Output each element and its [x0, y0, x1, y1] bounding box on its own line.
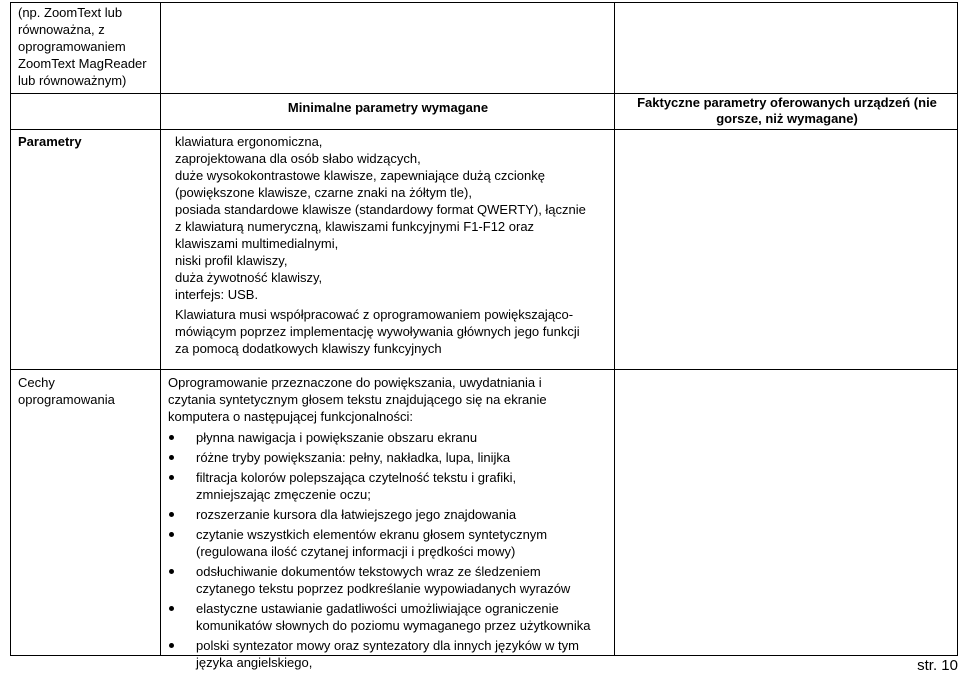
bullet-icon [169, 569, 174, 574]
software-intro [168, 374, 612, 425]
text-line: Klawiatura musi współpracować z oprogramowaniem powiększająco- [175, 307, 574, 322]
header-actual-params-cell [614, 93, 958, 129]
text-line: różne tryby powiększania: pełny, nakładka, lupa, linijka [196, 450, 511, 465]
list-item [168, 526, 612, 560]
text-line: zaprojektowana dla osób słabo widzących, [175, 151, 421, 166]
empty-cell-top-mid [160, 2, 614, 93]
cechy-content [168, 374, 612, 674]
header-min-params-cell [160, 93, 614, 129]
header-empty-cell [10, 93, 160, 129]
text-line: klawiszami multimedialnymi, [175, 236, 339, 251]
text-line: języka angielskiego, [196, 655, 313, 670]
text-line: posiada standardowe klawisze (standardowy format QWERTY), łącznie [175, 202, 586, 217]
text-line: czytanie wszystkich elementów ekranu głosem syntetycznym [196, 527, 548, 542]
keyboard-specs [175, 133, 611, 303]
text-line: mówiącym poprzez implementację wywoływania głównych jego funkcji [175, 324, 580, 339]
list-item [168, 600, 612, 634]
text-line: duża żywotność klawiszy, [175, 270, 323, 285]
parametry-content [175, 133, 611, 357]
list-item [168, 637, 612, 671]
cechy-label: Cechy oprogramowania [18, 375, 115, 407]
text-line: komunikatów słownych do poziomu wymaganego przez użytkownika [196, 618, 591, 633]
software-features-list [168, 429, 612, 671]
text-line: czytanego tekstu poprzez podkreślanie wypowiadanych wyrazów [196, 581, 571, 596]
text-line: polski syntezator mowy oraz syntezatory dla innych języków w tym [196, 638, 579, 653]
actual-params-heading: Faktyczne parametry oferowanych urządzeń (nie gorsze, niż wymagane) [637, 95, 937, 126]
text-line: równoważna, z [18, 22, 105, 37]
text-line: duże wysokokontrastowe klawisze, zapewniające dużą czcionkę [175, 168, 545, 183]
bullet-icon [169, 532, 174, 537]
text-line: płynna nawigacja i powiększanie obszaru ekranu [196, 430, 478, 445]
text-line: (np. ZoomText lub [18, 5, 123, 20]
text-line: klawiatura ergonomiczna, [175, 134, 323, 149]
text-line: (powiększone klawisze, czarne znaki na żółtym tle), [175, 185, 472, 200]
text-line: interfejs: USB. [175, 287, 259, 302]
ref-software-note [18, 4, 158, 89]
text-line: elastyczne ustawianie gadatliwości umożliwiające ograniczenie [196, 601, 559, 616]
bullet-icon [169, 512, 174, 517]
page-number: str. 10 [917, 657, 958, 674]
bullet-icon [169, 643, 174, 648]
text-line: filtracja kolorów polepszająca czytelność tekstu i grafiki, [196, 470, 517, 485]
list-item [168, 429, 612, 446]
list-item [168, 506, 612, 523]
text-line: ZoomText MagReader [18, 56, 147, 71]
parametry-content-cell [160, 129, 614, 369]
text-line: komputera o następującej funkcjonalności: [168, 409, 413, 424]
empty-cell-top-right [614, 2, 958, 93]
parametry-label-cell [10, 129, 160, 369]
text-line: zmniejszając zmęczenie oczu; [196, 487, 371, 502]
note-cell [10, 2, 160, 93]
parametry-offer-cell [614, 129, 958, 369]
bullet-icon [169, 606, 174, 611]
cechy-content-cell [160, 369, 614, 670]
bullet-icon [169, 435, 174, 440]
text-line: niski profil klawiszy, [175, 253, 288, 268]
parametry-label: Parametry [18, 134, 82, 149]
text-line: rozszerzanie kursora dla łatwiejszego jego znajdowania [196, 507, 517, 522]
text-line: (regulowana ilość czytanej informacji i prędkości mowy) [196, 544, 516, 559]
min-params-heading: Minimalne parametry wymagane [287, 100, 489, 115]
list-item [168, 563, 612, 597]
keyboard-compat-note [175, 306, 611, 357]
text-line: z klawiaturą numeryczną, klawiszami funkcyjnymi F1-F12 oraz [175, 219, 535, 234]
text-line: Oprogramowanie przeznaczone do powiększania, uwydatniania i [168, 375, 542, 390]
list-item [168, 469, 612, 503]
text-line: oprogramowaniem [18, 39, 126, 54]
text-line: odsłuchiwanie dokumentów tekstowych wraz ze śledzeniem [196, 564, 541, 579]
bullet-icon [169, 475, 174, 480]
list-item [168, 449, 612, 466]
cechy-offer-cell [614, 369, 958, 656]
text-line: czytania syntetycznym głosem tekstu znajdującego się na ekranie [168, 392, 547, 407]
bullet-icon [169, 455, 174, 460]
cechy-label-cell [10, 369, 160, 656]
text-line: za pomocą dodatkowych klawiszy funkcyjnych [175, 341, 442, 356]
text-line: lub równoważnym) [18, 73, 127, 88]
